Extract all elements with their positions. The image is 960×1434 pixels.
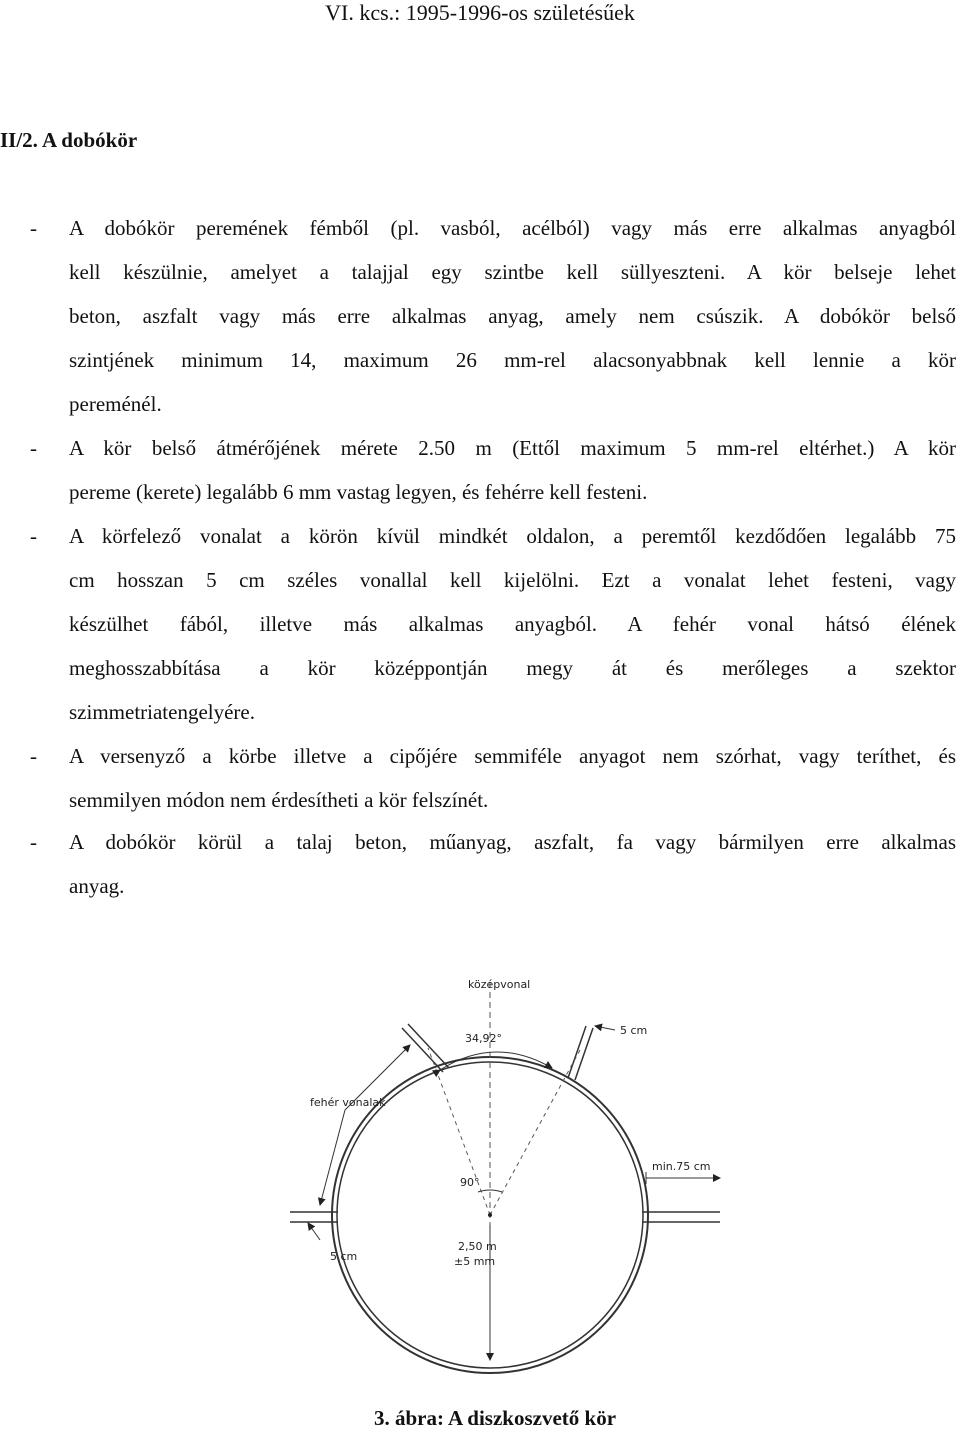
- list-dash: -: [30, 744, 37, 768]
- list-item: [0, 820, 956, 952]
- list-dash: -: [30, 524, 37, 548]
- angle-arc: [440, 1052, 552, 1070]
- list-dash: -: [30, 436, 37, 460]
- discus-circle-figure: [290, 960, 730, 1390]
- text-line: szimmetriatengelyére.: [69, 700, 255, 724]
- label-diameter: 2,50 m: [458, 1240, 497, 1253]
- label-min-length: min.75 cm: [652, 1160, 711, 1173]
- text-line: meghosszabbítása a kör középpontján megy át és merőleges a szektor: [69, 656, 956, 680]
- center-point: [488, 1213, 492, 1217]
- text-line: pereme (kerete) legalább 6 mm vastag legyen, és fehérre kell festeni.: [69, 480, 648, 504]
- 5cm-left-pointer: [308, 1223, 320, 1240]
- sector-dashed-line: [490, 1050, 580, 1215]
- sector-line-right: [575, 1028, 593, 1080]
- text-line: készülhet fából, illetve más alkalmas anyagból. A fehér vonal hátsó élének: [69, 612, 956, 636]
- page-header: [0, 0, 960, 26]
- text-line: szintjének minimum 14, maximum 26 mm-rel alacsonyabbnak kell lennie a kör: [69, 348, 956, 372]
- header-title: VI. kcs.: 1995-1996-os születésűek: [325, 0, 635, 25]
- text-line: anyag.: [69, 874, 125, 898]
- text-line: A versenyző a körbe illetve a cipőjére semmiféle anyagot nem szórhat, vagy teríthet, és: [69, 744, 956, 768]
- sector-line-right: [568, 1026, 586, 1078]
- list-dash: -: [30, 216, 37, 240]
- text-line: beton, aszfalt vagy más erre alkalmas anyag, amely nem csúszik. A dobókör belső: [69, 304, 956, 328]
- text-line: A dobókör körül a talaj beton, műanyag, aszfalt, fa vagy bármilyen erre alkalmas: [69, 830, 956, 854]
- text-line: kell készülnie, amelyet a talajjal egy szintbe kell süllyeszteni. A kör belseje lehet: [69, 260, 956, 284]
- 5cm-top-pointer: [595, 1026, 615, 1030]
- discus-circle-diagram: [290, 960, 730, 1390]
- sector-dashed-line: [428, 1048, 490, 1215]
- text-line: A kör belső átmérőjének mérete 2.50 m (Ettől maximum 5 mm-rel eltérhet.) A kör: [69, 436, 956, 460]
- list-dash: -: [30, 830, 37, 854]
- text-line: semmilyen módon nem érdesítheti a kör felszínét.: [69, 788, 489, 812]
- text-line: A körfelező vonalat a körön kívül mindkét oldalon, a peremtől kezdődően legalább 75: [69, 524, 956, 548]
- white-lines-pointer: [320, 1110, 345, 1205]
- label-right-angle: 90°: [460, 1176, 480, 1189]
- text-line: cm hosszan 5 cm széles vonallal kell kijelölni. Ezt a vonalat lehet festeni, vagy: [69, 568, 956, 592]
- sector-line-left: [408, 1024, 449, 1068]
- sector-line-left: [402, 1028, 443, 1072]
- label-5cm-top: 5 cm: [620, 1024, 648, 1037]
- label-center-line: középvonal: [468, 978, 531, 991]
- label-tolerance: ±5 mm: [454, 1255, 496, 1268]
- figure-caption: 3. ábra: A diszkoszvető kör: [373, 1406, 617, 1430]
- text-line: A dobókör peremének fémből (pl. vasból, acélból) vagy más erre alkalmas anyagból: [69, 216, 956, 240]
- label-angle: 34,92°: [465, 1032, 502, 1045]
- text-line: pereménél.: [69, 392, 162, 416]
- section-title: II/2. A dobókör: [0, 128, 138, 152]
- label-white-lines: fehér vonalak: [310, 1096, 386, 1109]
- label-5cm-left: 5 cm: [330, 1250, 358, 1263]
